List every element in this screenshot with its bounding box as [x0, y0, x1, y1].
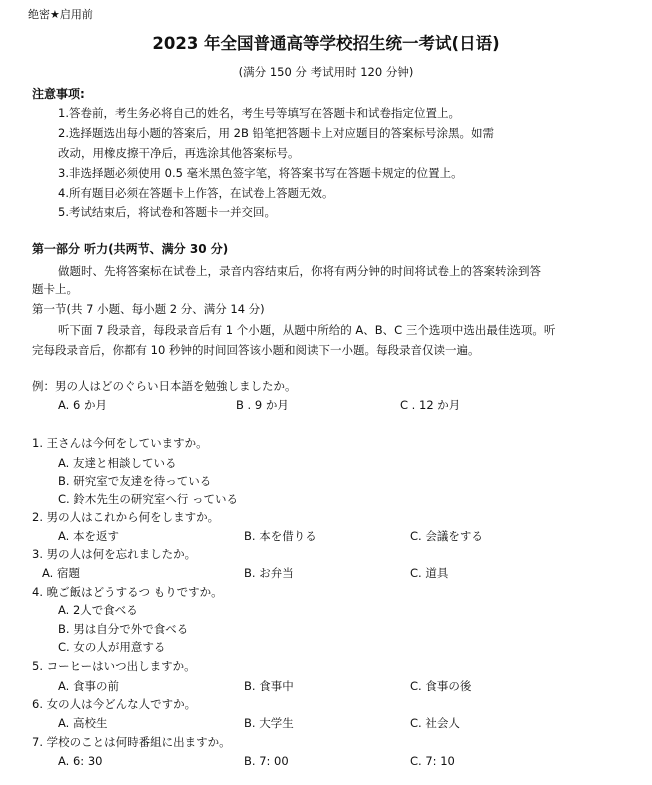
q3-option-c: C. 道具: [410, 566, 449, 580]
note-item: 2.选择题选出每小题的答案后，用 2B 铅笔把答题卡上对应题目的答案标号涂黑。如需: [58, 126, 494, 140]
note-item: 1.答卷前，考生务必将自己的姓名，考生号等填写在答题卡和试卷指定位置上。: [58, 106, 460, 120]
secret-mark: 绝密★启用前: [28, 8, 93, 21]
q4-option-b: B. 男は自分で外で食べる: [58, 622, 189, 636]
note-item: 改动，用橡皮擦干净后，再选涂其他答案标号。: [58, 146, 300, 160]
q3-option-b: B. お弁当: [244, 566, 294, 580]
q7-option-b: B. 7: 00: [244, 754, 289, 768]
q2-option-c: C. 会議をする: [410, 529, 483, 543]
question-4: 4. 晩ご飯はどうするつ もりですか。: [32, 585, 223, 599]
exam-subtitle: (满分 150 分 考试用时 120 分钟): [238, 65, 414, 79]
example-option-c: C . 12 か月: [400, 398, 461, 412]
question-1: 1. 王さんは今何をしていますか。: [32, 436, 208, 450]
q6-option-a: A. 高校生: [58, 716, 108, 730]
section1-heading: 第一节(共 7 小题、每小题 2 分、满分 14 分): [32, 302, 265, 316]
q1-option-a: A. 友達と相談している: [58, 456, 177, 470]
note-item: 3.非选择题必须使用 0.5 毫米黑色签字笔，将答案书写在答题卡规定的位置上。: [58, 166, 463, 180]
example-question: 例：男の人はどのぐらい日本語を勉強しましたか。: [32, 379, 297, 393]
q6-option-b: B. 大学生: [244, 716, 294, 730]
q5-option-b: B. 食事中: [244, 679, 294, 693]
question-2: 2. 男の人はこれから何をしますか。: [32, 510, 220, 524]
q1-option-b: B. 研究室で友達を待っている: [58, 474, 212, 488]
q1-option-c: C. 鈴木先生の研究室へ行 っている: [58, 492, 238, 506]
q6-option-c: C. 社会人: [410, 716, 460, 730]
q2-option-a: A. 本を返す: [58, 529, 119, 543]
note-item: 4.所有题目必须在答题卡上作答，在试卷上答题无效。: [58, 186, 334, 200]
question-5: 5. コーヒーはいつ出しますか。: [32, 659, 196, 673]
section1-intro-cont: 完每段录音后，你都有 10 秒钟的时间回答该小题和阅读下一小题。每段录音仅读一遍。: [32, 343, 480, 357]
exam-title: 2023 年全国普通高等学校招生统一考试(日语): [152, 34, 500, 53]
q2-option-b: B. 本を借りる: [244, 529, 317, 543]
part1-heading: 第一部分 听力(共两节、满分 30 分): [32, 242, 229, 256]
example-option-a: A. 6 か月: [58, 398, 107, 412]
part1-intro-cont: 题卡上。: [32, 282, 78, 296]
example-option-b: B . 9 か月: [236, 398, 289, 412]
q5-option-c: C. 食事の後: [410, 679, 472, 693]
q4-option-c: C. 女の人が用意する: [58, 640, 166, 654]
section1-intro: 听下面 7 段录音，每段录音后有 1 个小题，从题中所给的 A、B、C 三个选项中选出最佳选项。听: [58, 323, 556, 337]
q3-option-a: A. 宿題: [42, 566, 80, 580]
question-7: 7. 学校のことは何時番組に出ますか。: [32, 735, 231, 749]
q7-option-c: C. 7: 10: [410, 754, 455, 768]
notes-heading: 注意事项:: [32, 87, 85, 101]
q4-option-a: A. 2人で食べる: [58, 603, 138, 617]
note-item: 5.考试结束后，将试卷和答题卡一并交回。: [58, 205, 276, 219]
question-3: 3. 男の人は何を忘れましたか。: [32, 547, 197, 561]
q5-option-a: A. 食事の前: [58, 679, 119, 693]
part1-intro: 做题时、先将答案标在试卷上，录音内容结束后，你将有两分钟的时间将试卷上的答案转涂到答: [58, 264, 541, 278]
question-6: 6. 女の人は今どんな人ですか。: [32, 697, 197, 711]
q7-option-a: A. 6: 30: [58, 754, 103, 768]
